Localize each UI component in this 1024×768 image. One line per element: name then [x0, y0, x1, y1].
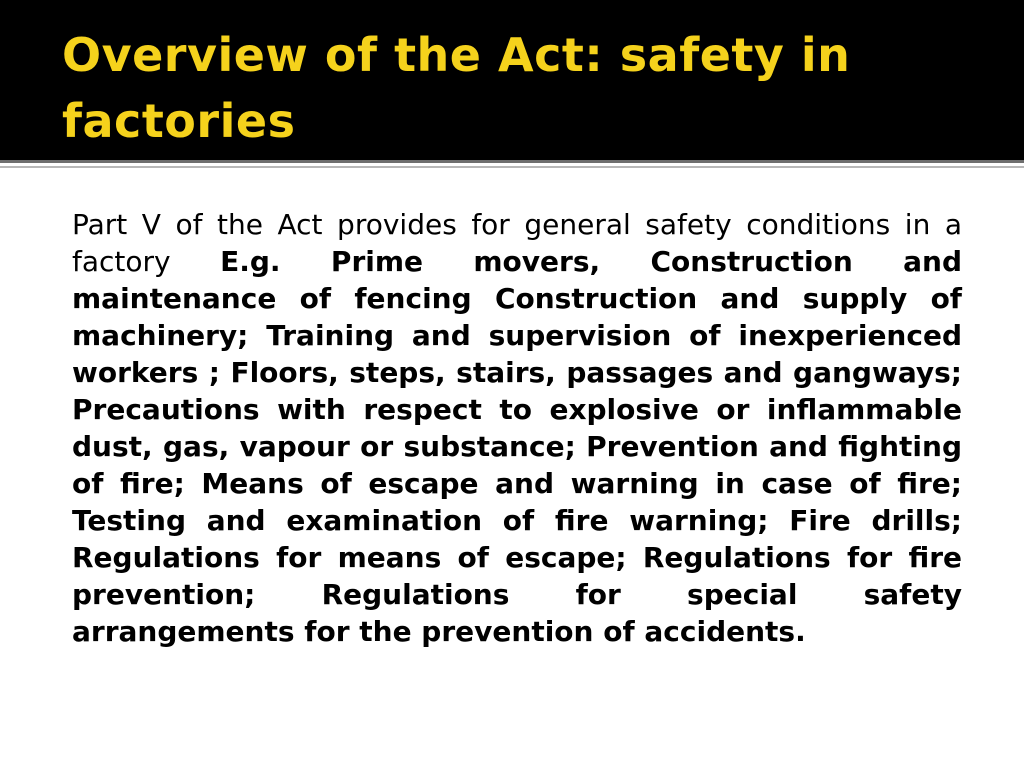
body-paragraph	[72, 206, 962, 650]
title-bar	[0, 0, 1024, 160]
title-divider-light	[0, 166, 1024, 168]
slide-title: Overview of the Act: safety in factories	[62, 28, 851, 148]
title-divider-dark	[0, 160, 1024, 163]
body-examples-text: E.g. Prime movers, Construction and maintenance of fencing Construction and supply of machinery; Training and supervision of inexperienced workers ; Floors, steps, stairs, passages and gangways; Precautions with respect to explosive or inflammable dust, gas, vapour or substance; Prevention and fighting of fire; Means of escape and warning in case of fire; Testing and examination of fire warning; Fire drills; Regulations for means of escape; Regulations for fire prevention; Regulations for special safety arrangements for the prevention of accidents.	[72, 245, 962, 648]
body-intro-text: Part V of the Act provides for general safety conditions in a factory	[72, 208, 962, 278]
